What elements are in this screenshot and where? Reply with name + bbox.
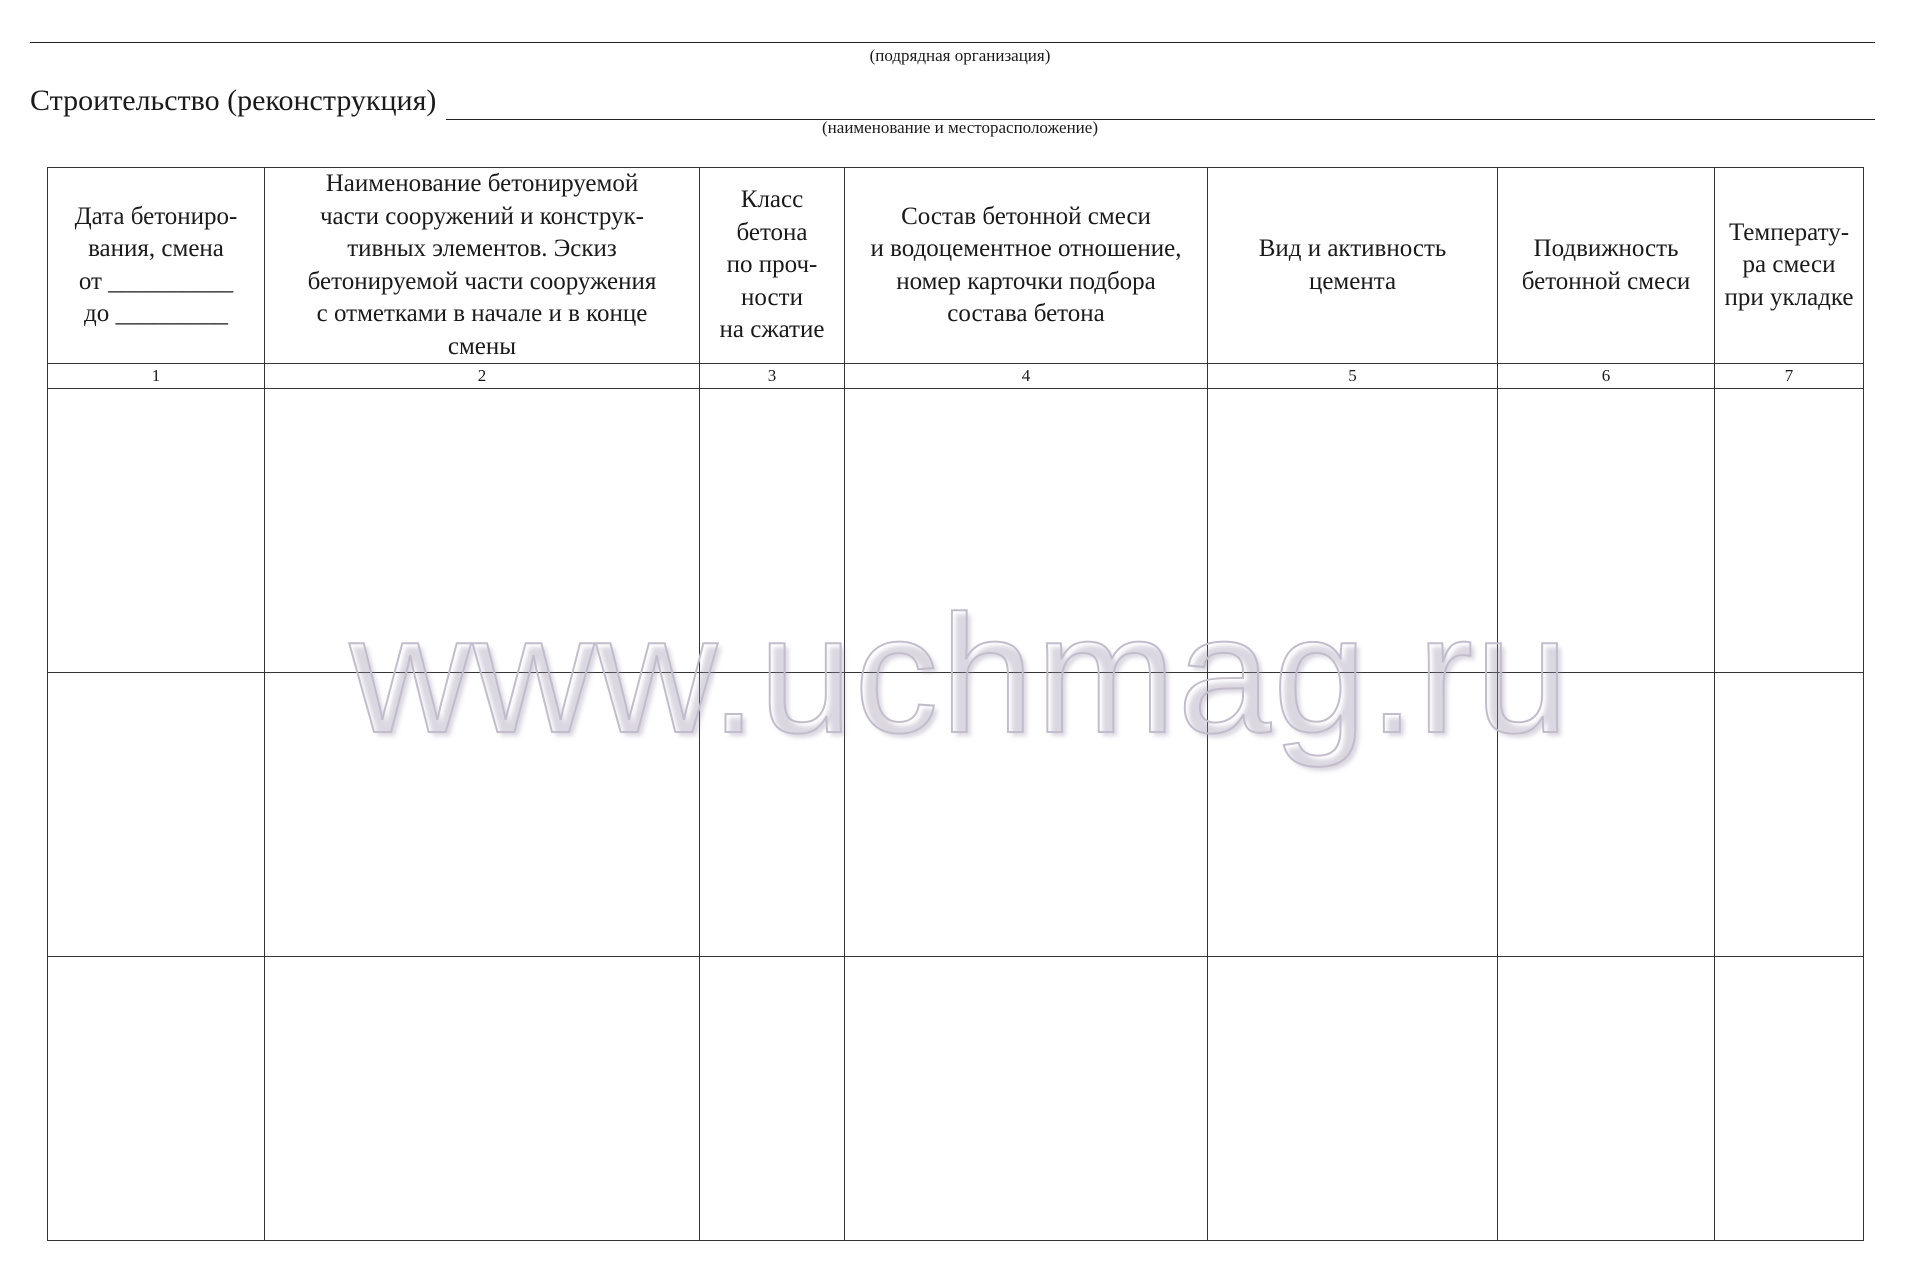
column-number-row (48, 364, 1864, 389)
table-cell[interactable] (265, 389, 700, 673)
table-cell[interactable] (700, 389, 845, 673)
table-cell[interactable] (845, 957, 1208, 1241)
table-cell[interactable] (265, 673, 700, 957)
column-header-mix-mobility: Подвижность бетонной смеси (1498, 168, 1715, 364)
concrete-journal-table (47, 167, 1864, 1241)
table-cell[interactable] (1715, 389, 1864, 673)
column-number: 2 (265, 364, 700, 389)
column-header-date: Дата бетониро- вания, смена от __________ до _________ (48, 168, 265, 364)
table-cell[interactable] (48, 957, 265, 1241)
table-cell[interactable] (845, 673, 1208, 957)
table-row (48, 957, 1864, 1241)
column-header-mix-temperature: Температу- ра смеси при укладке (1715, 168, 1864, 364)
construction-name-field[interactable] (446, 81, 1875, 120)
column-number: 6 (1498, 364, 1715, 389)
table-cell[interactable] (1498, 957, 1715, 1241)
table-row (48, 673, 1864, 957)
organization-caption: (подрядная организация) (869, 46, 1051, 65)
column-number: 5 (1208, 364, 1498, 389)
construction-caption: (наименование и месторасположение) (822, 118, 1098, 137)
table-cell[interactable] (1208, 673, 1498, 957)
construction-row (30, 82, 1875, 120)
table-cell[interactable] (1715, 957, 1864, 1241)
column-number: 4 (845, 364, 1208, 389)
table-cell[interactable] (845, 389, 1208, 673)
table-cell[interactable] (700, 957, 845, 1241)
header-row (48, 168, 1864, 364)
table-cell[interactable] (1498, 673, 1715, 957)
watermark: www.uchmag.ru (349, 580, 1571, 768)
table-cell[interactable] (48, 389, 265, 673)
column-header-concrete-class: Класс бетона по проч- ности на сжатие (700, 168, 845, 364)
column-header-mix-composition: Состав бетонной смеси и водоцементное отношение, номер карточки подбора состава бетона (845, 168, 1208, 364)
column-header-cement-type: Вид и активность цемента (1208, 168, 1498, 364)
table-cell[interactable] (700, 673, 845, 957)
organization-line (30, 42, 1875, 43)
table-cell[interactable] (1498, 389, 1715, 673)
table-cell[interactable] (265, 957, 700, 1241)
construction-label: Строительство (реконструкция) (30, 84, 437, 117)
table-cell[interactable] (1208, 389, 1498, 673)
column-number: 1 (48, 364, 265, 389)
table-row (48, 389, 1864, 673)
column-header-structure-part: Наименование бетонируемой части сооружений и конструк- тивных элементов. Эскиз бетонируемой части сооружения с отметками в начале и в конце смены (265, 168, 700, 364)
table-cell[interactable] (48, 673, 265, 957)
column-number: 3 (700, 364, 845, 389)
table-cell[interactable] (1208, 957, 1498, 1241)
column-number: 7 (1715, 364, 1864, 389)
table-cell[interactable] (1715, 673, 1864, 957)
